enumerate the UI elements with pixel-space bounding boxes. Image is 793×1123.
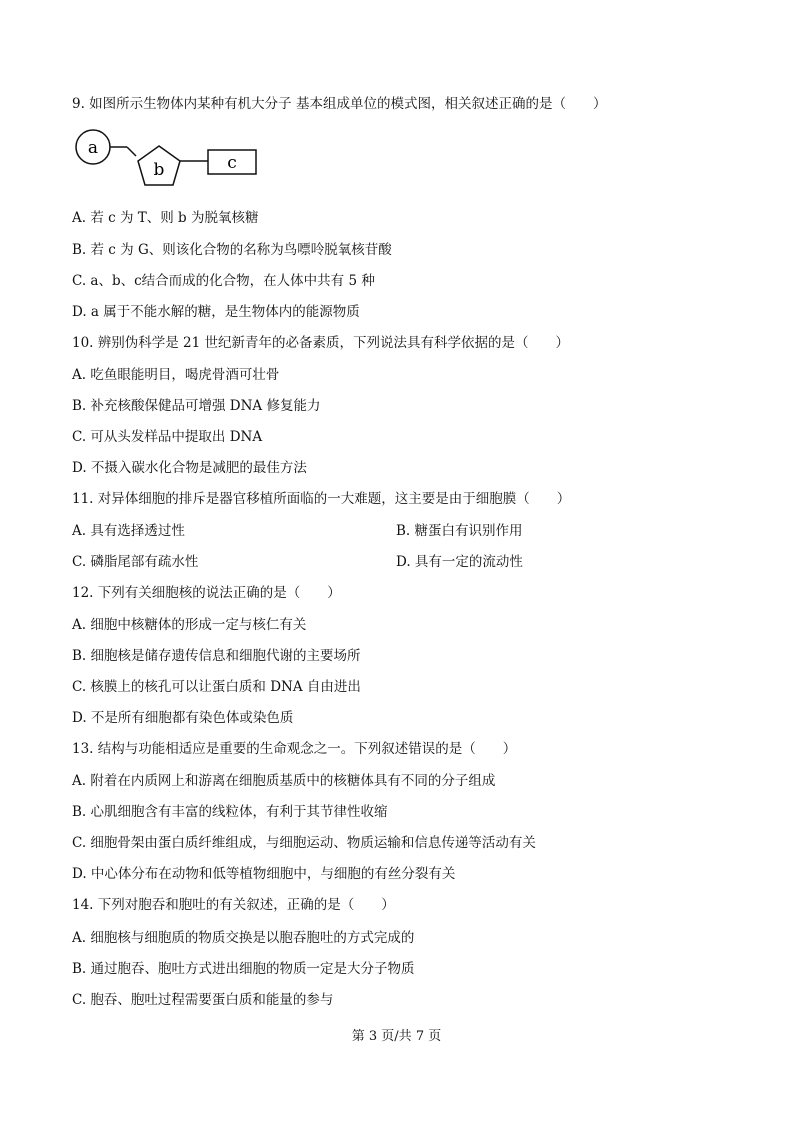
q9-option-d: D. a 属于不能水解的糖，是生物体内的能源物质 <box>72 304 360 320</box>
question-12-stem: 12. 下列有关细胞核的说法正确的是（ ） <box>72 585 341 601</box>
q11-option-d: D. 具有一定的流动性 <box>396 554 523 570</box>
q11-option-a: A. 具有选择透过性 <box>72 523 185 539</box>
q12-option-c: C. 核膜上的核孔可以让蛋白质和 DNA 自由进出 <box>72 679 361 695</box>
q13-option-b: B. 心肌细胞含有丰富的线粒体，有利于其节律性收缩 <box>72 804 388 820</box>
label-a: a <box>87 138 99 158</box>
q10-option-c: C. 可从头发样品中提取出 DNA <box>72 429 263 445</box>
question-11-stem: 11. 对异体细胞的排斥是器官移植所面临的一大难题，这主要是由于细胞膜（ ） <box>72 491 571 507</box>
bond-a-b-2 <box>127 147 136 156</box>
label-b: b <box>153 160 165 180</box>
page-number-footer: 第 3 页/共 7 页 <box>351 1029 442 1044</box>
q9-option-b: B. 若 c 为 G、则该化合物的名称为鸟嘌呤脱氧核苷酸 <box>72 242 392 258</box>
q13-option-c: C. 细胞骨架由蛋白质纤维组成，与细胞运动、物质运输和信息传递等活动有关 <box>72 835 536 851</box>
nucleotide-diagram <box>72 128 272 198</box>
q14-option-c: C. 胞吞、胞吐过程需要蛋白质和能量的参与 <box>72 992 334 1008</box>
question-13-stem: 13. 结构与功能相适应是重要的生命观念之一。下列叙述错误的是（ ） <box>72 741 517 757</box>
q10-option-a: A. 吃鱼眼能明目，喝虎骨酒可壮骨 <box>72 367 280 383</box>
q13-option-d: D. 中心体分布在动物和低等植物细胞中，与细胞的有丝分裂有关 <box>72 866 456 882</box>
label-c: c <box>227 153 237 173</box>
q13-option-a: A. 附着在内质网上和游离在细胞质基质中的核糖体具有不同的分子组成 <box>72 773 496 789</box>
q9-option-a: A. 若 c 为 T、则 b 为脱氧核糖 <box>72 210 259 226</box>
q11-option-c: C. 磷脂尾部有疏水性 <box>72 554 199 570</box>
q14-option-a: A. 细胞核与细胞质的物质交换是以胞吞胞吐的方式完成的 <box>72 930 415 946</box>
q11-option-b: B. 糖蛋白有识别作用 <box>396 523 523 539</box>
question-10-stem: 10. 辨别伪科学是 21 世纪新青年的必备素质，下列说法具有科学依据的是（ ） <box>72 335 570 351</box>
q14-option-b: B. 通过胞吞、胞吐方式进出细胞的物质一定是大分子物质 <box>72 961 415 977</box>
question-14-stem: 14. 下列对胞吞和胞吐的有关叙述，正确的是（ ） <box>72 897 395 913</box>
q10-option-d: D. 不摄入碳水化合物是减肥的最佳方法 <box>72 460 307 476</box>
q10-option-b: B. 补充核酸保健品可增强 DNA 修复能力 <box>72 398 321 414</box>
question-9-stem: 9. 如图所示生物体内某种有机大分子 基本组成单位的模式图，相关叙述正确的是（ ） <box>72 96 607 112</box>
q12-option-b: B. 细胞核是储存遗传信息和细胞代谢的主要场所 <box>72 648 361 664</box>
q9-option-c: C. a、b、c结合而成的化合物，在人体中共有 5 种 <box>72 273 375 289</box>
q12-option-a: A. 细胞中核糖体的形成一定与核仁有关 <box>72 617 307 633</box>
q12-option-d: D. 不是所有细胞都有染色体或染色质 <box>72 710 294 726</box>
